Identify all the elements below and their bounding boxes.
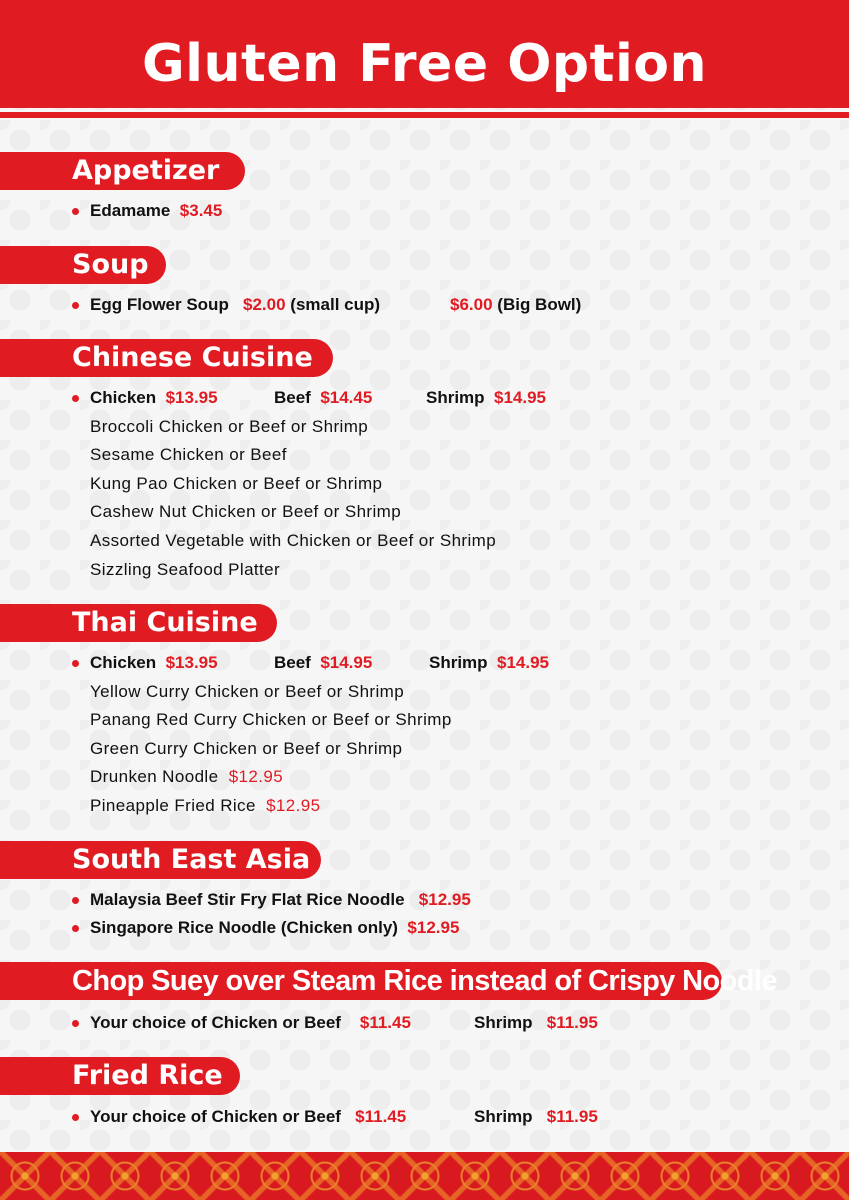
- bullet-icon: [72, 302, 79, 309]
- bullet-icon: [72, 395, 79, 402]
- section-title-soup: Soup: [0, 246, 166, 284]
- item-name: Edamame: [90, 201, 171, 220]
- dish-item: Assorted Vegetable with Chicken or Beef or Shrimp: [90, 531, 497, 550]
- item-name: Singapore Rice Noodle: [90, 918, 277, 937]
- bullet-icon: [72, 660, 79, 667]
- dish-name: Drunken Noodle: [90, 767, 219, 786]
- dish-item: [90, 709, 452, 731]
- protein-price: $14.95: [494, 388, 547, 407]
- item-price: $12.95: [407, 918, 460, 937]
- item-name: Your choice of Chicken or Beef: [90, 1013, 341, 1032]
- dish-item: [90, 795, 320, 817]
- list-item-edamame: [90, 200, 222, 222]
- dish-item: Kung Pao Chicken or Beef or Shrimp: [90, 474, 383, 493]
- protein-label: Chicken: [90, 388, 157, 407]
- list-item-fried-rice-shrimp: [474, 1106, 598, 1128]
- section-title-chinese-cuisine: Chinese Cuisine: [0, 339, 333, 377]
- section-title-chop-suey: Chop Suey over Steam Rice instead of Crispy Noodle: [0, 962, 722, 1000]
- list-item-chop-suey-choice: [90, 1012, 411, 1034]
- section-title-south-east-asia: South East Asia: [0, 841, 321, 879]
- protein-label: Beef: [274, 653, 311, 672]
- item-name: Shrimp: [474, 1107, 533, 1126]
- price-shrimp: [429, 652, 549, 674]
- list-item-singapore-noodle: [90, 917, 459, 939]
- bullet-icon: [72, 208, 79, 215]
- dish-item: [90, 738, 402, 760]
- dish-item: [90, 766, 283, 788]
- item-price: $3.45: [179, 201, 223, 220]
- item-name: Your choice of Chicken or Beef: [90, 1107, 341, 1126]
- dish-name: Yellow Curry Chicken or Beef or Shrimp: [90, 682, 405, 701]
- item-name: Malaysia Beef Stir Fry Flat Rice Noodle: [90, 890, 405, 909]
- bullet-icon: [72, 925, 79, 932]
- dish-name: Panang Red Curry Chicken or Beef or Shrimp: [90, 710, 452, 729]
- dish-item: Cashew Nut Chicken or Beef or Shrimp: [90, 502, 402, 521]
- protein-label: Shrimp: [429, 653, 488, 672]
- footer-pattern-band: [0, 1152, 849, 1200]
- protein-label: Chicken: [90, 653, 157, 672]
- price-beef: [274, 652, 372, 674]
- dish-item: [90, 681, 404, 703]
- list-item-chop-suey-shrimp: [474, 1012, 598, 1034]
- section-title-appetizer: Appetizer: [0, 152, 245, 190]
- protein-price: $14.95: [497, 653, 550, 672]
- dish-name: Green Curry Chicken or Beef or Shrimp: [90, 739, 403, 758]
- header-divider: [0, 112, 849, 118]
- protein-label: Shrimp: [426, 388, 485, 407]
- dish-name: Pineapple Fried Rice: [90, 796, 256, 815]
- header-banner: [0, 0, 849, 108]
- item-price: $11.95: [546, 1013, 598, 1032]
- item-price: $12.95: [418, 890, 471, 909]
- dish-item: Sizzling Seafood Platter: [90, 560, 281, 579]
- protein-label: Beef: [274, 388, 311, 407]
- bullet-icon: [72, 897, 79, 904]
- price-shrimp: [426, 387, 546, 409]
- protein-price: $13.95: [165, 388, 218, 407]
- item-price-big: $6.00: [450, 295, 493, 314]
- item-price: $11.45: [359, 1013, 411, 1032]
- dish-item: Broccoli Chicken or Beef or Shrimp: [90, 417, 369, 436]
- bullet-icon: [72, 1020, 79, 1027]
- protein-price: $14.45: [320, 388, 373, 407]
- item-price: $11.45: [355, 1107, 407, 1126]
- list-item-malaysia-noodle: [90, 889, 471, 911]
- item-price-small: $2.00: [243, 295, 286, 314]
- section-title-fried-rice: Fried Rice: [0, 1057, 240, 1095]
- bullet-icon: [72, 1114, 79, 1121]
- item-name: Egg Flower Soup: [90, 295, 229, 314]
- list-item-fried-rice-choice: [90, 1106, 406, 1128]
- price-chicken: [90, 652, 218, 674]
- price-chicken: [90, 387, 218, 409]
- item-size-big: (Big Bowl): [497, 295, 582, 314]
- item-price: $11.95: [546, 1107, 598, 1126]
- dish-item: Sesame Chicken or Beef: [90, 445, 287, 464]
- dish-price: $12.95: [266, 796, 321, 815]
- item-size-small: (small cup): [290, 295, 381, 314]
- list-item-egg-flower-soup-big: [450, 294, 581, 316]
- item-note: (Chicken only): [280, 918, 398, 937]
- page-title: Gluten Free Option: [141, 34, 708, 94]
- protein-price: $14.95: [320, 653, 373, 672]
- list-item-egg-flower-soup: [90, 294, 380, 316]
- price-beef: [274, 387, 372, 409]
- section-title-thai-cuisine: Thai Cuisine: [0, 604, 277, 642]
- protein-price: $13.95: [165, 653, 218, 672]
- item-name: Shrimp: [474, 1013, 533, 1032]
- dish-price: $12.95: [228, 767, 284, 786]
